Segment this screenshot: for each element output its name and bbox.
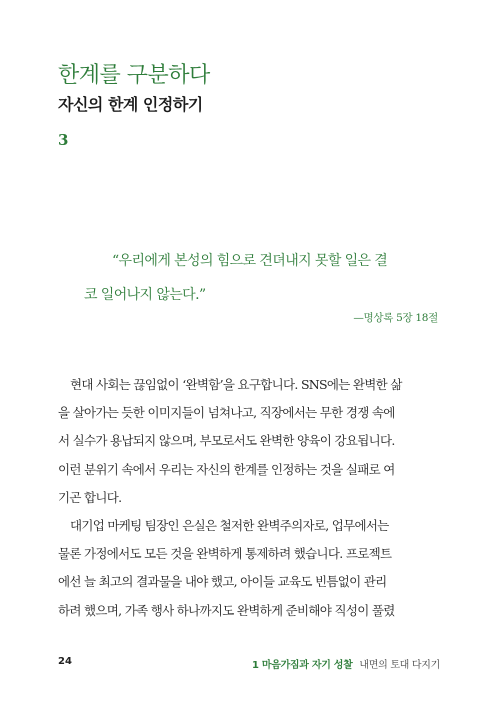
chapter-subtitle: 자신의 한계 인정하기	[58, 95, 203, 114]
running-head	[252, 656, 440, 671]
body-line: 현대 사회는 끊임없이 ‘완벽함’을 요구합니다. SNS에는 완벽한 삶	[70, 377, 402, 392]
epigraph-quote	[84, 244, 438, 312]
body-line: 대기업 마케팅 팀장인 은실은 철저한 완벽주의자로, 업무에서는	[70, 518, 389, 534]
quote-source: —명상록 5장 18절	[353, 312, 438, 324]
body-line: 서 실수가 용납되지 않으며, 부모로서도 완벽한 양육이 강요됩니다.	[58, 433, 395, 449]
body-line: 기곤 합니다.	[58, 489, 122, 505]
chapter-title: 한계를 구분하다	[58, 63, 210, 88]
body-line: 을 살아가는 듯한 이미지들이 넘쳐나고, 직장에서는 무한 경쟁 속에	[58, 405, 395, 421]
body-text	[58, 371, 442, 625]
quote-line: “우리에게 본성의 힘으로 견뎌내지 못할 일은 결	[112, 253, 388, 269]
chapter-number: 3	[58, 131, 69, 149]
running-head-title: 내면의 토대 다지기	[359, 660, 440, 671]
body-line: 하려 했으며, 가족 행사 하나까지도 완벽하게 준비해야 직성이 풀렸	[58, 602, 395, 618]
body-line: 물론 가정에서도 모든 것을 완벽하게 통제하려 했습니다. 프로젝트	[58, 546, 392, 562]
page-footer	[0, 656, 500, 670]
page-number: 24	[58, 656, 72, 667]
running-head-part: 1 마음가짐과 자기 성찰	[252, 660, 353, 671]
body-line: 이런 분위기 속에서 우리는 자신의 한계를 인정하는 것을 실패로 여	[58, 461, 395, 477]
quote-line: 코 일어나지 않는다.”	[84, 287, 206, 303]
body-line: 에선 늘 최고의 결과물을 내야 했고, 아이들 교육도 빈틈없이 관리	[58, 574, 387, 590]
